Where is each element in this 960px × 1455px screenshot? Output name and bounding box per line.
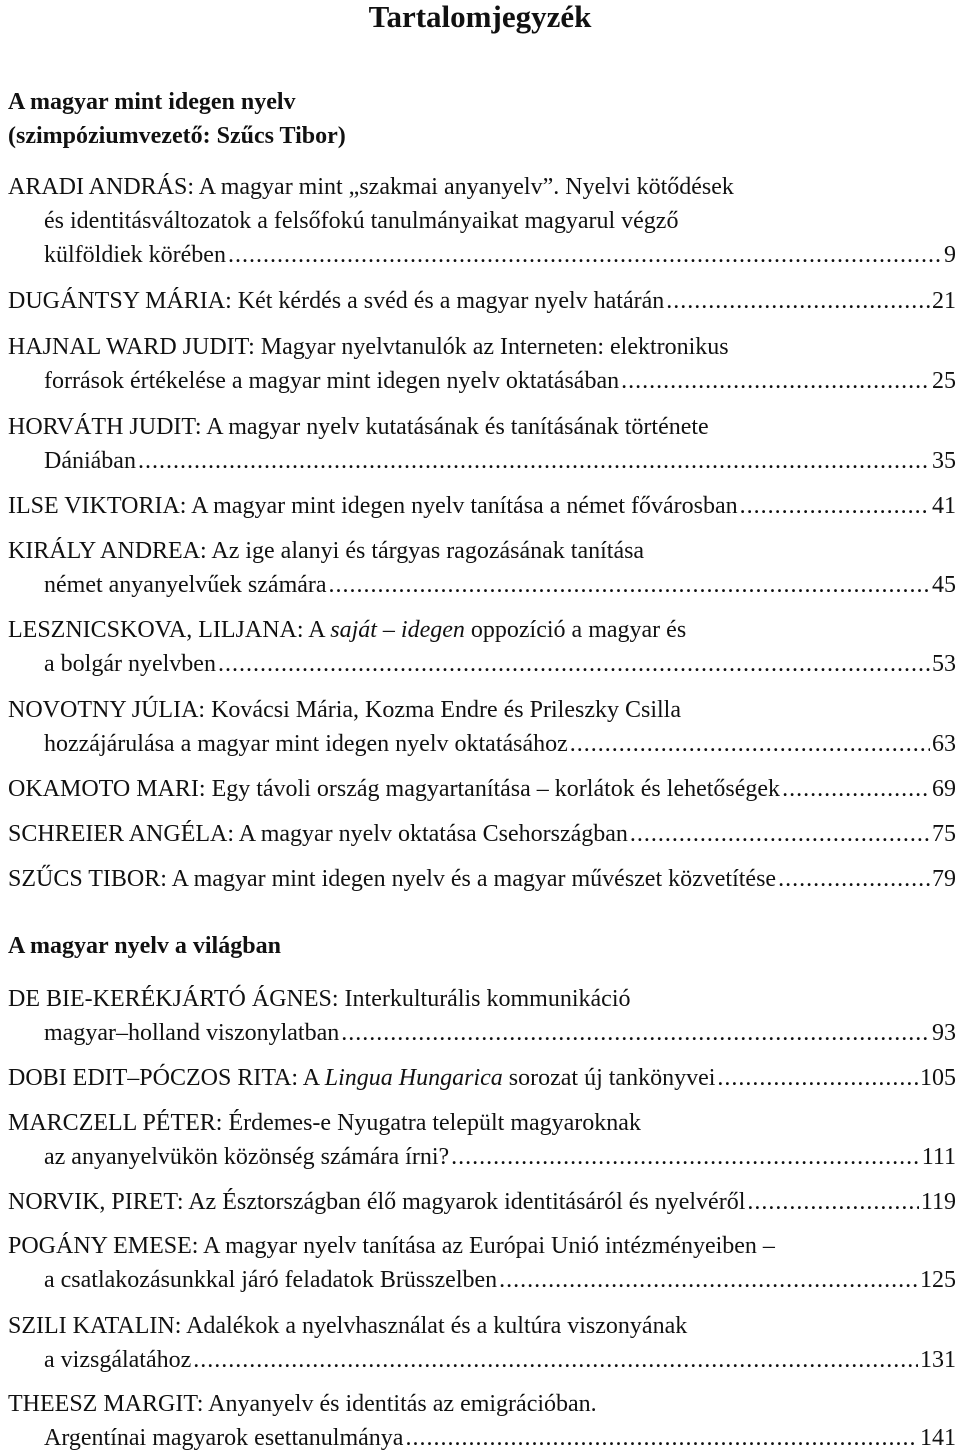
entry-title: Anyanyelv és identitás az emigrációban. — [203, 1391, 597, 1417]
entry-title: Az ige alanyi és tárgyas ragozásának tanítása — [206, 538, 645, 564]
dot-leader — [778, 862, 930, 896]
page-number: 141 — [920, 1425, 956, 1451]
entry-title: Adalékok a nyelvhasználat és a kultúra viszonyának — [181, 1313, 688, 1339]
entry-title-cont: magyar–holland viszonylatban — [44, 1020, 340, 1046]
entry-title: A magyar mint idegen nyelv és a magyar művészet közvetítése — [166, 866, 777, 892]
toc-entry[interactable] — [8, 817, 956, 851]
dot-leader — [228, 238, 942, 272]
page-number: 111 — [921, 1144, 956, 1170]
toc-entry[interactable] — [8, 489, 956, 523]
entry-title: Magyar nyelvtanulók az Interneten: elektronikus — [254, 334, 729, 360]
dot-leader — [570, 727, 930, 761]
toc-entry[interactable] — [8, 862, 956, 896]
toc-entry[interactable] — [8, 534, 956, 602]
dot-leader — [341, 1016, 930, 1050]
entry-title: A magyar mint „szakmai anyanyelv”. Nyelvi kötődések — [194, 174, 734, 200]
entry-title-cont: német anyanyelvűek számára — [44, 572, 327, 598]
entry-title-cont: és identitásváltozatok a felsőfokú tanulmányaikat magyarul végző — [44, 208, 679, 234]
page-number: 9 — [944, 242, 956, 268]
entry-author: SZILI KATALIN: — [8, 1313, 182, 1339]
entry-title: A magyar nyelv kutatásának és tanításának története — [201, 414, 709, 440]
page-number: 119 — [920, 1189, 956, 1215]
entry-title: Egy távoli ország magyartanítása – korlátok és lehetőségek — [205, 776, 781, 802]
page-number: 63 — [932, 731, 956, 757]
page-number: 69 — [932, 776, 956, 802]
entry-title-italic: Lingua Hungarica — [324, 1065, 503, 1091]
section-heading — [8, 929, 281, 963]
toc-entry[interactable] — [8, 284, 956, 318]
page-number: 21 — [932, 288, 956, 314]
page-title: Tartalomjegyzék — [368, 0, 592, 34]
entry-title: Kovácsi Mária, Kozma Endre és Prileszky Csilla — [205, 697, 681, 723]
toc-entry[interactable] — [8, 693, 956, 761]
section-title: A magyar nyelv a világban — [8, 933, 281, 959]
entry-author: HAJNAL WARD JUDIT: — [8, 334, 255, 360]
entry-title-cont: források értékelése a magyar mint idegen nyelv oktatásában — [44, 368, 620, 394]
entry-title: Érdemes-e Nyugatra települt magyaroknak — [222, 1110, 641, 1136]
entry-title: Két kérdés a svéd és a magyar nyelv határán — [231, 288, 665, 314]
section-subtitle: (szimpóziumvezető: Szűcs Tibor) — [8, 123, 346, 149]
entry-author: MARCZELL PÉTER: — [8, 1110, 223, 1136]
dot-leader — [621, 364, 930, 398]
entry-author: NORVIK, PIRET: — [8, 1189, 184, 1215]
entry-title: A — [298, 1065, 325, 1091]
entry-author: LESZNICSKOVA, LILJANA: — [8, 617, 304, 643]
toc-entry[interactable] — [8, 1185, 956, 1219]
page-number: 53 — [932, 651, 956, 677]
entry-title-cont: Argentínai magyarok esettanulmánya — [44, 1425, 404, 1451]
entry-title-cont: hozzájárulása a magyar mint idegen nyelv oktatásához — [44, 731, 568, 757]
entry-author: NOVOTNY JÚLIA: — [8, 697, 206, 723]
page-number: 45 — [932, 572, 956, 598]
toc-entry[interactable] — [8, 1387, 956, 1455]
page-number: 25 — [932, 368, 956, 394]
entry-title: Az Észtországban élő magyarok identitásáról és nyelvéről — [183, 1189, 746, 1215]
dot-leader — [405, 1421, 918, 1455]
toc-entry[interactable] — [8, 1229, 956, 1297]
entry-author: POGÁNY EMESE: — [8, 1233, 199, 1259]
entry-title: Interkulturális kommunikáció — [338, 986, 631, 1012]
dot-leader — [747, 1185, 919, 1219]
dot-leader — [782, 772, 930, 806]
page-number: 75 — [932, 821, 956, 847]
dot-leader — [193, 1343, 918, 1377]
dot-leader — [329, 568, 930, 602]
toc-entry[interactable] — [8, 1309, 956, 1377]
dot-leader — [499, 1263, 918, 1297]
entry-title: A magyar mint idegen nyelv tanítása a német fővárosban — [186, 493, 738, 519]
page-number: 35 — [932, 448, 956, 474]
entry-author: OKAMOTO MARI: — [8, 776, 206, 802]
entry-title-cont: az anyanyelvükön közönség számára írni? — [44, 1144, 450, 1170]
entry-author: ARADI ANDRÁS: — [8, 174, 195, 200]
page-number: 93 — [932, 1020, 956, 1046]
toc-entry[interactable] — [8, 613, 956, 681]
page-number: 105 — [920, 1065, 956, 1091]
entry-title: sorozat új tankönyvei — [502, 1065, 716, 1091]
page-number: 41 — [932, 493, 956, 519]
entry-title-cont: a csatlakozásunkkal járó feladatok Brüsszelben — [44, 1267, 498, 1293]
entry-author: ILSE VIKTORIA: — [8, 493, 187, 519]
entry-author: HORVÁTH JUDIT: — [8, 414, 202, 440]
toc-entry[interactable] — [8, 982, 956, 1050]
entry-title-cont: Dániában — [44, 448, 136, 474]
entry-title: A magyar nyelv oktatása Csehországban — [234, 821, 628, 847]
entry-title-cont: a vizsgálatához — [44, 1347, 192, 1373]
toc-entry[interactable] — [8, 1106, 956, 1174]
entry-author: KIRÁLY ANDREA: — [8, 538, 207, 564]
section-heading — [8, 85, 346, 153]
toc-entry[interactable] — [8, 170, 956, 272]
entry-author: SCHREIER ANGÉLA: — [8, 821, 235, 847]
entry-author: SZŰCS TIBOR: — [8, 866, 167, 892]
entry-author: DE BIE-KERÉKJÁRTÓ ÁGNES: — [8, 986, 339, 1012]
entry-title-cont: külföldiek körében — [44, 242, 226, 268]
dot-leader — [138, 444, 930, 478]
dot-leader — [740, 489, 930, 523]
dot-leader — [666, 284, 930, 318]
toc-entry[interactable] — [8, 1061, 956, 1095]
dot-leader — [717, 1061, 918, 1095]
dot-leader — [630, 817, 930, 851]
entry-author: DUGÁNTSY MÁRIA: — [8, 288, 232, 314]
dot-leader — [451, 1140, 920, 1174]
page-number: 131 — [920, 1347, 956, 1373]
entry-author: THEESZ MARGIT: — [8, 1391, 204, 1417]
section-title: A magyar mint idegen nyelv — [8, 89, 296, 115]
entry-title-italic: saját – idegen — [330, 617, 465, 643]
page-number: 125 — [920, 1267, 956, 1293]
page-number: 79 — [932, 866, 956, 892]
entry-title: oppozíció a magyar és — [464, 617, 687, 643]
toc-entry[interactable] — [8, 410, 956, 478]
entry-title: A magyar nyelv tanítása az Európai Unió intézményeiben – — [198, 1233, 775, 1259]
entry-title-cont: a bolgár nyelvben — [44, 651, 216, 677]
toc-entry[interactable] — [8, 772, 956, 806]
toc-entry[interactable] — [8, 330, 956, 398]
entry-author: DOBI EDIT–PÓCZOS RITA: — [8, 1065, 299, 1091]
dot-leader — [218, 647, 930, 681]
entry-title: A — [303, 617, 331, 643]
